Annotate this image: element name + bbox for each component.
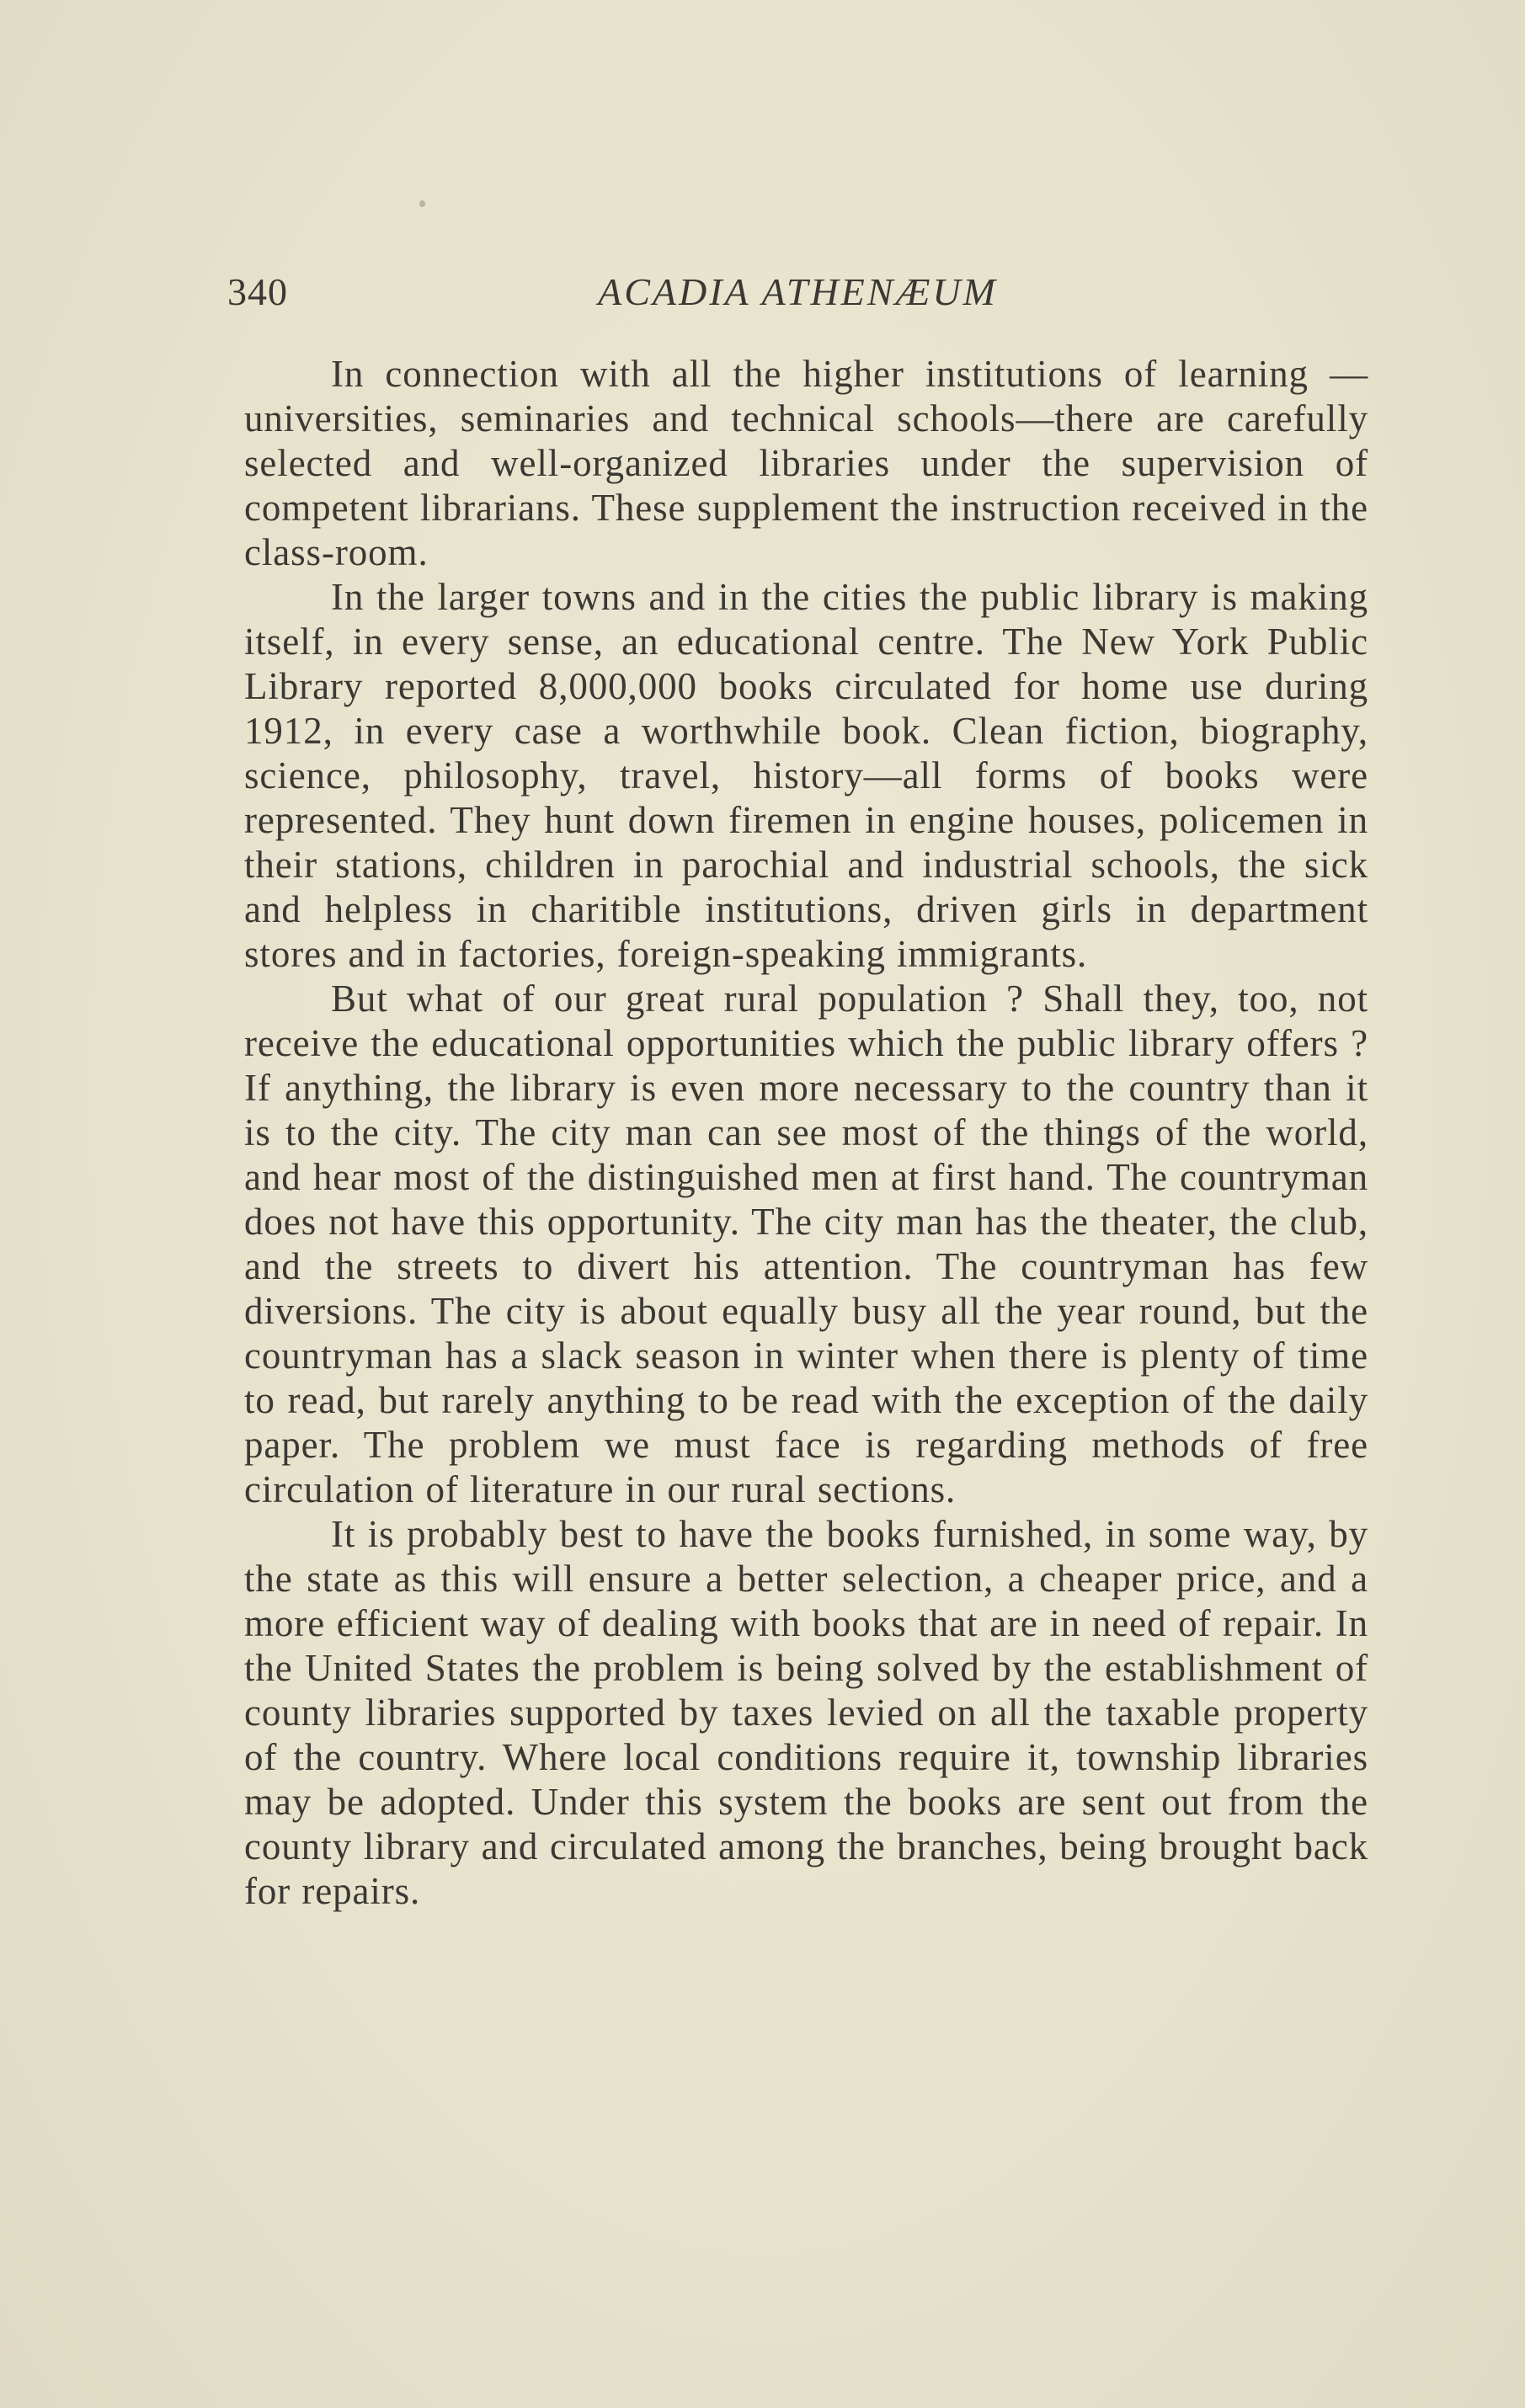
body-text <box>244 352 1368 1914</box>
paragraph-rural-population: But what of our great rural population ? Shall they, too, not receive the educational opportunities which the public library offers ? If anything, the library is even more necessary to the country than it is to the city. The city man can see most of the things of the world, and hear most of the distinguished men at first hand. The countryman does not have this opportunity. The city man has the theater, the club, and the streets to divert his attention. The countryman has few diversions. The city is about equally busy all the year round, but the countryman has a slack season in winter when there is plenty of time to read, but rarely anything to be read with the exception of the daily paper. The problem we must face is regarding methods of free circulation of literature in our rural sections. <box>244 978 1368 1510</box>
paragraph-libraries-institutions: In connection with all the higher institutions of learning —universities, seminaries and technical schools—there are carefully selected and well-organized libraries under the supervision of competent librarians. These supplement the instruction received in the class-room. <box>244 353 1368 573</box>
paragraph-public-library: In the larger towns and in the cities the public library is making itself, in every sense, an educational centre. The New York Public Library reported 8,000,000 books circulated for home use during 1912, in every case a worthwhile book. Clean fiction, biography, science, philosophy, travel, history—all forms of books were represented. They hunt down firemen in engine houses, policemen in their stations, children in parochial and industrial schools, the sick and helpless in charitible institutions, driven girls in department stores and in factories, foreign-speaking immigrants. <box>244 576 1368 975</box>
ink-speck <box>419 200 425 207</box>
running-title: ACADIA ATHENÆUM <box>598 270 998 313</box>
paragraph-county-libraries: It is probably best to have the books furnished, in some way, by the state as this will ensure a better selection, a cheaper price, and a more efficient way of dealing with books that are in need of repair. In the United States the problem is being solved by the establishment of county libraries supported by taxes levied on all the taxable property of the country. Where local conditions require it, township libraries may be adopted. Under this system the books are sent out from the county library and circulated among the branches, being brought back for repairs. <box>244 1513 1368 1912</box>
page-header <box>227 263 1368 322</box>
page-number: 340 <box>227 270 288 313</box>
